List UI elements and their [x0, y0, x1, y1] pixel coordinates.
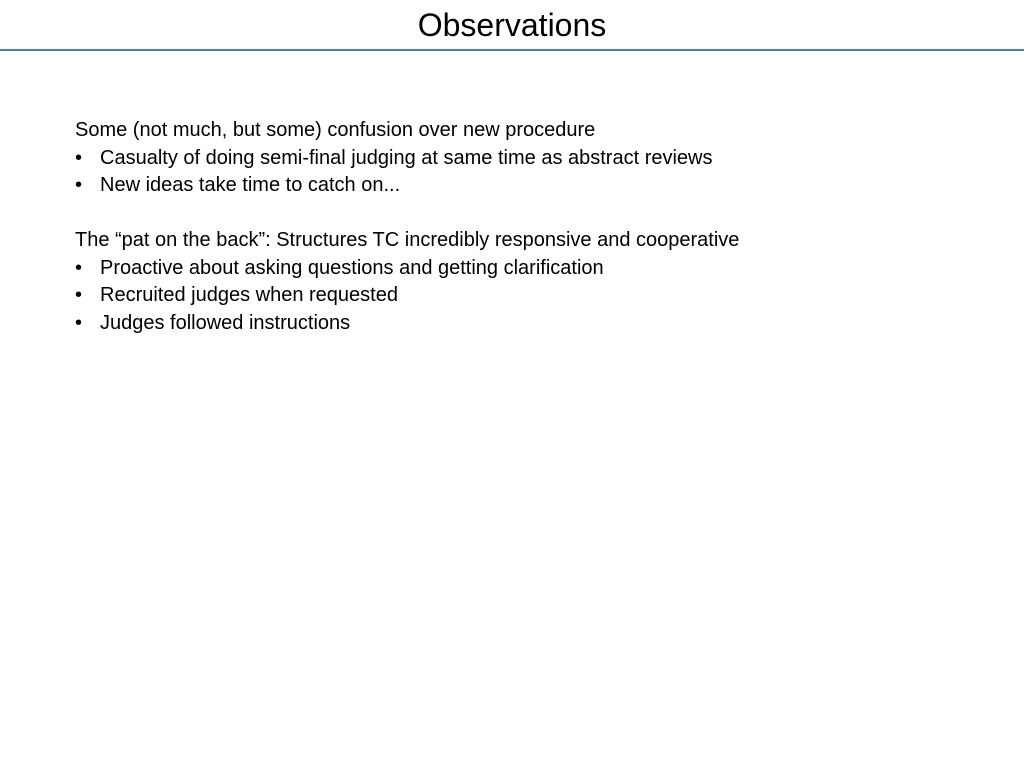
- bullet-text: Proactive about asking questions and getting clarification: [100, 256, 604, 279]
- bullet-item: [75, 172, 975, 200]
- bullet-icon: •: [75, 284, 83, 306]
- paragraph-spacer: [75, 200, 975, 228]
- bullet-icon: •: [75, 311, 83, 334]
- slide-title: Observations: [417, 7, 607, 43]
- bullet-item: [75, 255, 975, 283]
- bullet-item: [75, 310, 975, 338]
- slide-body: [75, 117, 975, 337]
- title-divider: [0, 49, 1024, 51]
- bullet-text: Casualty of doing semi-final judging at same time as abstract reviews: [100, 146, 713, 169]
- bullet-item: [75, 282, 975, 310]
- section-heading: The “pat on the back”: Structures TC incredibly responsive and cooperative: [75, 229, 740, 251]
- section-pat-on-back: [75, 227, 975, 337]
- bullet-text: Recruited judges when requested: [100, 284, 398, 306]
- bullet-text: Judges followed instructions: [100, 311, 351, 334]
- section-confusion: [75, 117, 975, 200]
- bullet-text: New ideas take time to catch on...: [100, 174, 401, 196]
- bullet-icon: •: [75, 146, 83, 169]
- section-heading: Some (not much, but some) confusion over new procedure: [75, 119, 596, 141]
- bullet-icon: •: [75, 174, 83, 196]
- bullet-item: [75, 145, 975, 173]
- bullet-icon: •: [75, 256, 83, 279]
